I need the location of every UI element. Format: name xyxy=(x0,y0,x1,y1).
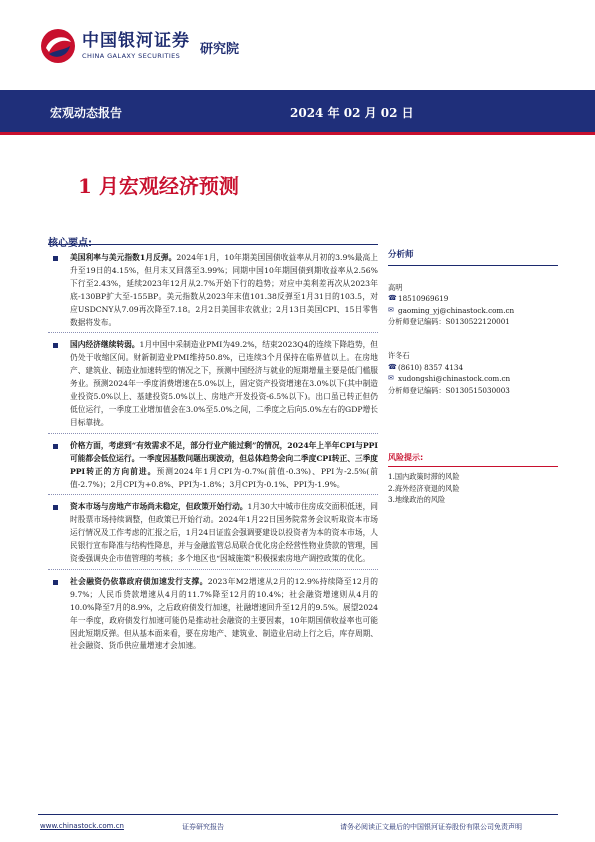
analyst-card xyxy=(388,350,558,396)
bullet-body: 2024年1月，10年期美国国债收益率从月初的3.9%最高上升至19日的4.15%，但月末又回落至3.99%；同期中国10年期国债到期收益率从2.56%下行至2.43%，延续2023年12月从2.7%开始下行的趋势；对应中美利差再次从2023年底-130BP扩大至-155BP。美元指数从2023年末值101.38反弹至1月31日的103.5，对应USDCNY从7.09再次降至7.18。2月2日美国非农就业；2月13日美国CPI、15日零售数据将发布。 xyxy=(70,253,378,327)
report-date: 2024 年 02 月 02 日 xyxy=(290,106,414,120)
phone-icon: ☎ xyxy=(388,362,397,371)
bullet-item xyxy=(48,252,378,329)
bullet-item xyxy=(48,576,378,653)
bullet-square-icon xyxy=(53,256,58,261)
analyst-card xyxy=(388,282,558,328)
bullet-body: 2023年M2增速从2月的12.9%持续降至12月的9.7%；人民币贷款增速从4月的11.7%降至12月的10.4%；社会融资增速则从4月的10.0%降至7月的8.9%，之后政府债发行加速，社融增速回升至12月的9.5%。展望2024年一季度，政府债发行加速可能仍是推动社会融资的主要因素，10年期国债收益率也可能因此短期反弹。但从基本面来看，要在房地产、建筑业、制造业启动上行之后，库存周期、社会融资、货币供应量增速才会加速。 xyxy=(70,576,378,651)
bullet-separator xyxy=(48,433,378,435)
analyst-phone-row xyxy=(388,362,558,374)
report-title: 1 月宏观经济预测 xyxy=(78,174,239,198)
phone-icon: ☎ xyxy=(388,294,397,303)
brand-logo xyxy=(40,28,190,64)
core-points-label xyxy=(48,234,92,249)
email-icon: ✉ xyxy=(388,374,394,383)
bullet-square-icon xyxy=(53,580,58,585)
bullet-separator xyxy=(48,494,378,496)
core-points-divider xyxy=(48,244,378,245)
analyst-reg: 分析师登记编码：S0130522120001 xyxy=(388,317,510,327)
bullet-item xyxy=(48,440,378,492)
analyst-email-row xyxy=(388,305,558,317)
risk-label: 风险提示: xyxy=(388,453,424,463)
analyst-phone: (8610) 8357 4134 xyxy=(398,362,464,372)
banner-divider xyxy=(0,132,595,135)
galaxy-logo-icon xyxy=(40,28,76,64)
bullet-heading: 国内经济继续转弱。 xyxy=(70,340,140,350)
bullet-heading: 价格方面，考虑到“有效需求不足，部分行业产能过剩”的情况，2024年上半年CPI与PPI可能都会低位运行。一季度因基数问题出现波动，但总体趋势会向二季度CPI转正、三季度PPI转正的方向前进。 xyxy=(70,440,378,476)
bullet-square-icon xyxy=(53,444,58,449)
bullet-body: 1月中国中采制造业PMI为49.2%，结束2023Q4的连续下降趋势，但仍处于收缩区间。财新制造业PMI维持50.8%，已连续3个月保持在临界值以上。在房地产、建筑业、制造业加速转型的情况之下，预测中国经济与就业的短期增量主要是低门槛服务业。预测2024年一季度消费增速在5.0%以上，固定资产投资增速在3.0%以下(其中制造业投资5.0%以上、基建投资5.0%以上、房地产开发投资-6.5%以下)。出口虽已转正但仍低位运行，一季度工业增加值会在3.0%至5.0%之间，二季度之后向5.0%左右的GDP增长目标靠拢。 xyxy=(70,340,378,427)
bullet-separator xyxy=(48,332,378,334)
analyst-label: 分析师 xyxy=(388,250,414,260)
report-type: 宏观动态报告 xyxy=(50,106,123,120)
footer-website-link[interactable]: www.chinastock.com.cn xyxy=(40,822,124,830)
analyst-name: 高明 xyxy=(388,282,403,292)
analyst-phone: 18510969619 xyxy=(398,294,449,304)
brand-name-cn: 中国银河证券 xyxy=(82,31,190,51)
bullet-item xyxy=(48,501,378,566)
core-points-list xyxy=(48,252,378,656)
analyst-phone-row xyxy=(388,293,558,305)
bullet-separator xyxy=(48,569,378,571)
analyst-email[interactable]: gaoming_yj@chinastock.com.cn xyxy=(398,305,515,315)
footer-divider xyxy=(38,814,558,815)
risk-item: 2.海外经济衰退的风险 xyxy=(388,483,460,493)
institute-label: 研究院 xyxy=(200,42,240,57)
side-panel xyxy=(388,250,558,506)
bullet-item xyxy=(48,339,378,429)
bullet-heading: 资本市场与房地产市场尚未稳定，但政策开始行动。 xyxy=(70,502,248,512)
bullet-body: 1月30大中城市住房成交面积低迷，同时股票市场持续调整，但政策已开始行动。2024年1月22日国务院常务会议听取资本市场运行情况及工作考虑的汇报之后，1月24日证监会强调要建设以投资者为本的资本市场，人民银行宣布降准与结构性降息，并与金融监管总局联合优化房企经营性物业贷款的管理，国资委强调央企市值管理的考核；多个地区也“因城施策”积极探索房地产调控政策的优化。 xyxy=(70,502,378,564)
analyst-divider xyxy=(388,265,558,266)
analyst-name: 许冬石 xyxy=(388,350,410,360)
bullet-heading: 美国利率与美元指数1月反弹。 xyxy=(70,253,177,262)
footer-report-type: 证券研究报告 xyxy=(182,823,224,831)
bullet-square-icon xyxy=(53,343,58,348)
email-icon: ✉ xyxy=(388,305,394,314)
brand-name-en: CHINA GALAXY SECURITIES xyxy=(82,52,181,60)
analyst-email[interactable]: xudongshi@chinastock.com.cn xyxy=(398,374,511,384)
bullet-square-icon xyxy=(53,505,58,510)
risk-item: 3.地缘政治的风险 xyxy=(388,495,446,505)
footer-disclaimer: 请务必阅读正文最后的中国银河证券股份有限公司免责声明 xyxy=(340,823,522,831)
bullet-body: 预测2024年1月CPI为-0.7%(前值-0.3%)、PPI为-2.5%(前值-2.7%)；2月CPI为+0.8%、PPI为-1.8%；3月CPI为-0.1%、PPI为-1.9%。 xyxy=(70,466,378,489)
bullet-heading: 社会融资仍依靠政府债加速发行支撑。 xyxy=(70,576,208,586)
risk-item: 1.国内政策时滞的风险 xyxy=(388,471,460,481)
analyst-email-row xyxy=(388,373,558,385)
risk-divider xyxy=(388,466,558,467)
analyst-reg: 分析师登记编码：S0130515030003 xyxy=(388,385,510,395)
brand-text xyxy=(82,32,190,60)
